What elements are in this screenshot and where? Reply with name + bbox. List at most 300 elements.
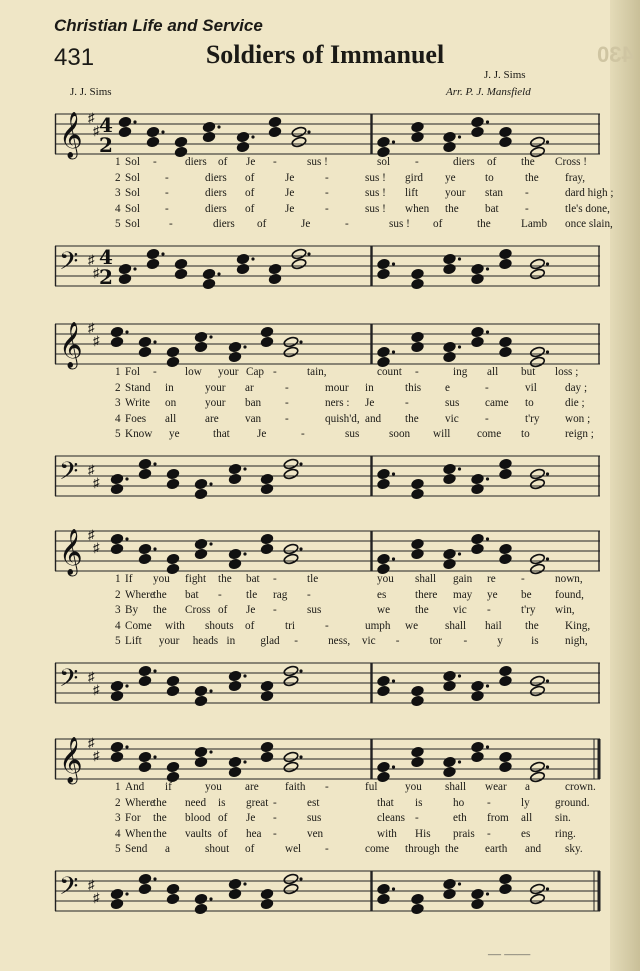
note-head xyxy=(147,258,160,269)
note-head xyxy=(269,273,282,284)
verse-line xyxy=(55,397,600,413)
syllable: the xyxy=(477,218,491,230)
verse-line xyxy=(55,172,600,188)
note-head xyxy=(283,883,299,895)
syllable: - xyxy=(165,171,169,184)
dot-icon xyxy=(546,140,549,143)
note-head xyxy=(237,131,250,142)
syllable: on xyxy=(165,397,177,409)
syllable: t'ry xyxy=(521,604,536,616)
note-head xyxy=(167,478,180,489)
syllable: won ; xyxy=(565,412,591,425)
syllable: the xyxy=(153,796,167,809)
syllable: sus xyxy=(307,812,322,824)
verse-lines xyxy=(55,781,600,859)
note-head xyxy=(411,756,424,767)
syllable: rag xyxy=(273,588,288,601)
syllable: ground. xyxy=(555,796,590,809)
syllable: tle's done, xyxy=(565,202,610,215)
syllable: is xyxy=(218,796,226,809)
verse-line xyxy=(55,589,600,605)
syllable: nigh, xyxy=(565,635,588,647)
syllable: reign ; xyxy=(565,428,594,440)
dot-icon xyxy=(546,765,549,768)
syllable: t'ry xyxy=(525,412,540,425)
note-head xyxy=(139,873,152,884)
note-head xyxy=(283,553,299,565)
syllable: that xyxy=(213,428,230,440)
note-head xyxy=(111,336,124,347)
syllable: - xyxy=(273,156,277,168)
syllable: day ; xyxy=(565,381,588,394)
verse-number: 2 xyxy=(115,796,121,809)
note-head xyxy=(377,883,390,894)
syllable: bat xyxy=(246,573,260,585)
syllable: - xyxy=(525,202,529,215)
note-head xyxy=(443,253,456,264)
section-heading: Christian Life and Service xyxy=(54,16,263,35)
syllable: of xyxy=(218,156,228,168)
note-head xyxy=(377,893,390,904)
note-head xyxy=(471,888,484,899)
verse-number: 5 xyxy=(115,843,121,855)
syllable: sus ! xyxy=(365,171,386,184)
syllable: King, xyxy=(565,619,591,632)
syllable: Where xyxy=(125,588,155,601)
note-head xyxy=(471,680,484,691)
note-head xyxy=(261,680,274,691)
note-head xyxy=(499,248,512,259)
note-head xyxy=(411,548,424,559)
verse-lines xyxy=(55,573,600,651)
verse-line xyxy=(55,428,600,444)
note-head xyxy=(499,346,512,357)
note-head xyxy=(411,685,424,696)
syllable: - xyxy=(395,635,400,647)
syllable: glad xyxy=(260,635,280,647)
syllable: Write xyxy=(125,397,151,409)
dot-icon xyxy=(133,120,136,123)
bass-staff xyxy=(55,454,600,498)
note-head xyxy=(411,746,424,757)
dot-icon xyxy=(546,472,549,475)
bass-clef-icon: 𝄢 xyxy=(59,872,79,907)
note-head xyxy=(499,468,512,479)
time-signature-digit: 4 xyxy=(99,245,113,269)
syllable: - xyxy=(521,573,525,585)
dot-icon xyxy=(299,547,302,550)
dot-icon xyxy=(307,130,310,133)
syllable: lift xyxy=(405,187,419,199)
note-head xyxy=(139,675,152,686)
syllable: ring. xyxy=(555,827,576,840)
sharp-icon: ♯ xyxy=(93,123,100,138)
syllable: - xyxy=(273,796,277,809)
syllable: ners : xyxy=(325,397,350,409)
syllable: vic xyxy=(361,635,376,647)
verse-number: 3 xyxy=(115,187,121,199)
syllable: found, xyxy=(555,588,584,601)
note-head xyxy=(411,893,424,904)
syllable: a xyxy=(165,843,170,855)
music-credit: J. J. Sims xyxy=(70,86,112,98)
syllable: His xyxy=(415,827,431,840)
syllable: a xyxy=(525,781,530,793)
syllable: of xyxy=(218,812,228,824)
syllable: - xyxy=(345,218,349,230)
syllable: For xyxy=(125,812,141,824)
note-head xyxy=(530,883,546,895)
note-head xyxy=(229,888,242,899)
time-signature-digit: 4 xyxy=(99,113,113,137)
note-head xyxy=(111,326,124,337)
syllable: from xyxy=(487,812,509,824)
note-head xyxy=(411,268,424,279)
page-footer-dashes: — —— xyxy=(488,946,531,961)
dot-icon xyxy=(209,335,212,338)
note-head xyxy=(471,741,484,752)
note-head xyxy=(499,873,512,884)
note-head xyxy=(229,548,242,559)
syllable: wel xyxy=(285,843,302,855)
syllable: - xyxy=(273,827,277,840)
verse-number: 1 xyxy=(115,573,121,585)
syllable: - xyxy=(218,588,222,601)
syllable: sus ! xyxy=(307,156,328,168)
note-head xyxy=(237,141,250,152)
syllable: - xyxy=(153,156,157,168)
syllable: the xyxy=(445,843,459,855)
sharp-icon: ♯ xyxy=(88,110,95,125)
note-head xyxy=(443,131,456,142)
note-head xyxy=(471,126,484,137)
note-head xyxy=(377,675,390,686)
syllable: - xyxy=(285,412,289,425)
bass-clef-icon: 𝄢 xyxy=(59,247,79,282)
syllable: of xyxy=(245,843,255,855)
note-head xyxy=(139,665,152,676)
dot-icon xyxy=(153,669,156,672)
syllable: came xyxy=(485,397,509,409)
dot-icon xyxy=(486,477,489,480)
note-head xyxy=(443,341,456,352)
note-head xyxy=(471,690,484,701)
sharp-icon: ♯ xyxy=(93,333,100,348)
dot-icon xyxy=(243,882,246,885)
verse-number: 5 xyxy=(115,635,121,647)
dot-icon xyxy=(486,892,489,895)
note-head xyxy=(229,463,242,474)
words-credit: J. J. Sims xyxy=(484,69,526,81)
dot-icon xyxy=(392,262,395,265)
dot-icon xyxy=(251,135,254,138)
verse-number: 1 xyxy=(115,366,121,378)
note-head xyxy=(530,761,546,773)
syllable: low xyxy=(185,366,202,378)
note-head xyxy=(377,258,390,269)
note-head xyxy=(283,468,299,480)
bass-clef-icon: 𝄢 xyxy=(59,457,79,492)
syllable: - xyxy=(301,428,305,440)
dot-icon xyxy=(217,125,220,128)
hymn-title: Soldiers of Immanuel xyxy=(205,40,445,69)
syllable: we xyxy=(377,604,391,616)
dot-icon xyxy=(458,552,461,555)
syllable: Stand xyxy=(125,381,151,394)
syllable: Foes xyxy=(125,412,147,425)
verse-line xyxy=(55,620,600,636)
note-head xyxy=(195,695,208,706)
note-head xyxy=(261,898,274,909)
dot-icon xyxy=(161,252,164,255)
syllable: may xyxy=(453,588,473,601)
treble-staff xyxy=(55,112,600,156)
syllable: you xyxy=(377,573,394,585)
note-head xyxy=(443,756,456,767)
note-head xyxy=(195,746,208,757)
dot-icon xyxy=(546,350,549,353)
verse-number: 4 xyxy=(115,412,121,425)
note-head xyxy=(411,478,424,489)
note-head xyxy=(471,116,484,127)
dot-icon xyxy=(546,887,549,890)
note-head xyxy=(139,468,152,479)
note-head xyxy=(530,346,546,358)
dot-icon xyxy=(486,120,489,123)
syllable: be xyxy=(521,588,532,601)
note-head xyxy=(203,121,216,132)
note-head xyxy=(530,478,546,490)
sharp-icon: ♯ xyxy=(93,682,100,697)
treble-clef-icon: 𝄞 xyxy=(59,529,83,575)
syllable: sus xyxy=(445,397,460,409)
syllable: through xyxy=(405,843,440,855)
syllable: there xyxy=(415,588,438,601)
syllable: is xyxy=(415,796,423,809)
note-head xyxy=(499,336,512,347)
syllable: blood xyxy=(185,812,211,824)
syllable: umph xyxy=(365,619,391,632)
syllable: faith xyxy=(285,781,306,793)
syllable: of xyxy=(218,827,228,840)
dot-icon xyxy=(125,330,128,333)
dot-icon xyxy=(243,552,246,555)
note-head xyxy=(499,761,512,772)
syllable: Fol xyxy=(125,366,140,378)
note-head xyxy=(195,685,208,696)
syllable: will xyxy=(433,428,451,440)
syllable: in xyxy=(226,635,236,647)
note-head xyxy=(111,533,124,544)
dot-icon xyxy=(133,267,136,270)
note-head xyxy=(443,263,456,274)
syllable: Je xyxy=(285,202,295,215)
dot-icon xyxy=(153,462,156,465)
syllable: vaults xyxy=(185,827,212,840)
syllable: and xyxy=(525,843,542,855)
syllable: - xyxy=(273,366,277,378)
note-head xyxy=(167,883,180,894)
syllable: diers xyxy=(205,187,227,199)
syllable: the xyxy=(153,588,167,601)
syllable: - xyxy=(487,796,491,809)
syllable: fight xyxy=(185,573,207,585)
syllable: your xyxy=(158,635,180,647)
note-head xyxy=(229,341,242,352)
dot-icon xyxy=(546,262,549,265)
syllable: ban xyxy=(245,397,262,409)
note-head xyxy=(283,675,299,687)
time-signature-digit: 2 xyxy=(99,133,113,157)
note-head xyxy=(471,898,484,909)
syllable: shouts xyxy=(205,619,234,632)
syllable: es xyxy=(521,827,531,840)
syllable: Je xyxy=(246,812,256,824)
verse-number: 3 xyxy=(115,604,121,616)
note-head xyxy=(229,756,242,767)
note-head xyxy=(377,478,390,489)
syllable: mour xyxy=(325,381,349,394)
note-head xyxy=(499,751,512,762)
syllable: cleans xyxy=(377,812,405,824)
syllable: When xyxy=(125,827,152,840)
syllable: - xyxy=(325,202,329,215)
note-head xyxy=(147,248,160,259)
syllable: come xyxy=(477,428,502,440)
syllable: are xyxy=(245,781,259,793)
verse-number: 1 xyxy=(115,156,121,168)
note-head xyxy=(229,766,242,777)
note-head xyxy=(167,675,180,686)
bleed-through-number: 430 xyxy=(597,42,634,67)
syllable: - xyxy=(307,588,311,601)
note-head xyxy=(283,346,299,358)
verse-number: 5 xyxy=(115,218,121,230)
syllable: of xyxy=(257,218,267,230)
syllable: all xyxy=(521,812,533,824)
bass-staff xyxy=(55,244,600,288)
note-head xyxy=(283,458,299,470)
dot-icon xyxy=(392,557,395,560)
note-head xyxy=(195,331,208,342)
syllable: bat xyxy=(185,588,199,601)
dot-icon xyxy=(243,345,246,348)
note-head xyxy=(530,268,546,280)
note-head xyxy=(269,116,282,127)
syllable: ly xyxy=(521,796,530,809)
syllable: - xyxy=(415,812,419,824)
dot-icon xyxy=(392,350,395,353)
syllable: vic xyxy=(445,412,459,425)
syllable: diers xyxy=(185,156,207,168)
syllable: - xyxy=(415,366,419,378)
note-head xyxy=(111,483,124,494)
treble-clef-icon: 𝄞 xyxy=(59,737,83,783)
note-head xyxy=(291,126,307,138)
dot-icon xyxy=(209,542,212,545)
syllable: sus xyxy=(345,428,360,440)
syllable: Send xyxy=(125,843,148,855)
note-head xyxy=(167,685,180,696)
dot-icon xyxy=(209,750,212,753)
dot-icon xyxy=(125,745,128,748)
dot-icon xyxy=(392,472,395,475)
note-head xyxy=(283,543,299,555)
syllable: ful xyxy=(365,781,378,793)
note-head xyxy=(377,685,390,696)
syllable: ing xyxy=(453,366,468,378)
syllable: e xyxy=(445,381,450,394)
dot-icon xyxy=(546,679,549,682)
syllable: the xyxy=(445,202,459,215)
note-head xyxy=(195,893,208,904)
dot-icon xyxy=(125,537,128,540)
syllable: you xyxy=(153,573,170,585)
note-head xyxy=(139,346,152,357)
syllable: tle xyxy=(307,573,319,585)
dot-icon xyxy=(299,877,302,880)
note-head xyxy=(261,533,274,544)
verse-line xyxy=(55,781,600,797)
dot-icon xyxy=(486,537,489,540)
verse-number: 2 xyxy=(115,171,121,184)
note-head xyxy=(530,553,546,565)
dot-icon xyxy=(486,745,489,748)
syllable: come xyxy=(365,843,390,855)
verse-lines xyxy=(55,366,600,444)
syllable: ven xyxy=(307,827,324,840)
syllable: you xyxy=(205,781,222,793)
sharp-icon: ♯ xyxy=(93,265,100,280)
sharp-icon: ♯ xyxy=(88,877,95,892)
note-head xyxy=(471,273,484,284)
note-head xyxy=(471,543,484,554)
note-head xyxy=(261,336,274,347)
note-head xyxy=(111,690,124,701)
note-head xyxy=(195,538,208,549)
syllable: the xyxy=(153,827,167,840)
syllable: gain xyxy=(453,573,473,585)
note-head xyxy=(269,263,282,274)
dot-icon xyxy=(458,760,461,763)
dot-icon xyxy=(392,140,395,143)
syllable: By xyxy=(125,604,139,616)
note-head xyxy=(195,488,208,499)
dot-icon xyxy=(458,467,461,470)
syllable: - xyxy=(325,843,329,855)
syllable: y xyxy=(497,635,503,647)
syllable: your xyxy=(218,366,239,378)
note-head xyxy=(411,695,424,706)
note-head xyxy=(443,558,456,569)
syllable: - xyxy=(285,381,289,394)
music-system-1 xyxy=(55,108,614,290)
verse-number: 3 xyxy=(115,397,121,409)
syllable: the xyxy=(405,412,419,425)
syllable: Sol xyxy=(125,171,140,184)
note-head xyxy=(443,351,456,362)
dot-icon xyxy=(251,257,254,260)
note-head xyxy=(443,141,456,152)
note-head xyxy=(411,331,424,342)
syllable: - xyxy=(285,397,289,409)
note-head xyxy=(283,873,299,885)
note-head xyxy=(411,121,424,132)
note-head xyxy=(139,883,152,894)
syllable: Je xyxy=(365,397,375,409)
syllable: shout xyxy=(205,843,230,855)
dot-icon xyxy=(299,755,302,758)
